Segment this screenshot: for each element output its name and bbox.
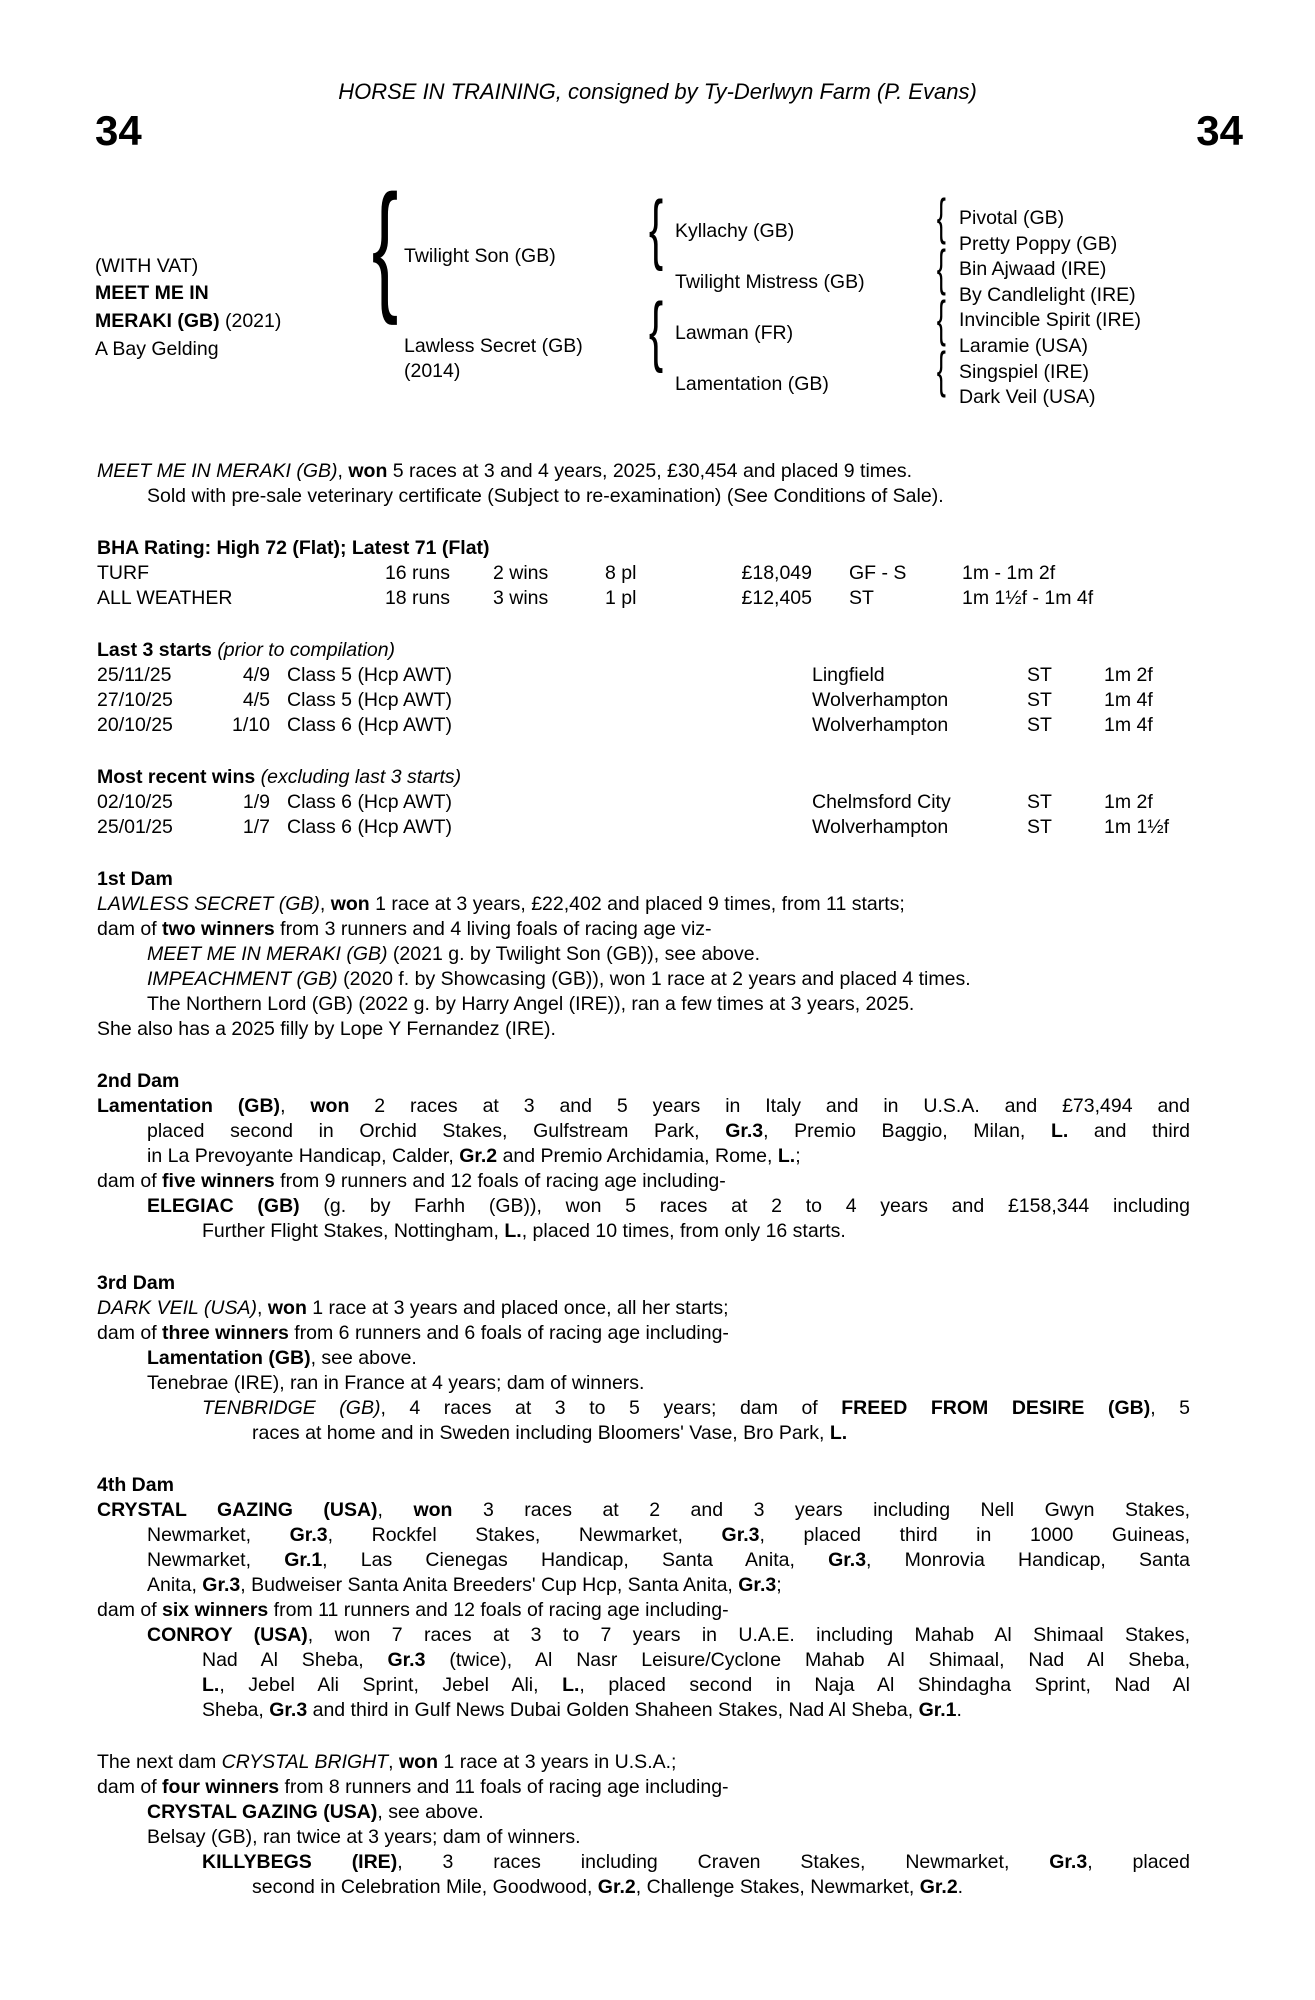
lot-number-right: 34 [1196, 107, 1243, 154]
text-run: 2nd Dam [97, 1070, 180, 1092]
text-line [147, 967, 1197, 992]
text-run: and third in Gulf News Dubai Golden Shaheen Stakes, Nad Al Sheba, [307, 1699, 919, 1721]
text-run: Gr.3 [721, 1524, 760, 1546]
text-run: (2021 g. by Twilight Son (GB)), see above. [387, 943, 761, 965]
text-run: six winners [162, 1599, 269, 1621]
record-cell: Wolverhampton [812, 816, 949, 838]
text-line [97, 1271, 1197, 1296]
text-run: Most recent wins [97, 766, 256, 788]
text-line [147, 1371, 1197, 1396]
text-line [97, 1750, 1197, 1775]
record-cell: 1m 4f [1104, 714, 1153, 736]
text-run: , [257, 1297, 268, 1319]
text-run: dam of [97, 1170, 163, 1192]
text-run: The next dam [97, 1751, 222, 1773]
text-line [202, 1648, 1190, 1673]
record-cell: Class 5 (Hcp AWT) [287, 689, 453, 711]
text-run: , Premio Baggio, Milan, [763, 1120, 1051, 1142]
sire-name: Twilight Son (GB) [404, 245, 556, 267]
record-cell: 1m 2f [1104, 664, 1153, 686]
text-run: Lamentation (GB) [97, 1095, 281, 1117]
text-run: The Northern Lord (GB) (2022 g. by Harry Angel (IRE)), ran a few times at 3 years, 2025. [147, 993, 915, 1015]
body-text [97, 459, 1197, 1900]
text-line [97, 1296, 1197, 1321]
horse-description: A Bay Gelding [95, 338, 219, 360]
record-cell: GF - S [849, 562, 907, 584]
pedigree-table [95, 205, 1310, 420]
record-cell: 1m 2f [1104, 791, 1153, 813]
text-run: MEET ME IN MERAKI (GB) [147, 943, 388, 965]
text-run: FREED FROM DESIRE (GB) [841, 1397, 1151, 1419]
bha-rating-title [97, 536, 1197, 561]
record-cell: 1/10 [232, 714, 270, 736]
text-run: , [337, 460, 349, 482]
text-run: Gr.3 [828, 1549, 867, 1571]
text-line [147, 484, 1197, 509]
with-vat-note: (WITH VAT) [95, 255, 199, 277]
text-run: Gr.3 [269, 1699, 308, 1721]
text-run: won [310, 1095, 350, 1117]
record-cell: 16 runs [384, 562, 450, 584]
record-cell: 27/10/25 [97, 689, 173, 711]
record-cell: Class 6 (Hcp AWT) [287, 791, 453, 813]
text-run: , see above. [377, 1801, 484, 1823]
text-run: Newmarket, [147, 1549, 285, 1571]
text-line [147, 1144, 1197, 1169]
text-run: , Jebel Ali Sprint, Jebel Ali, [219, 1674, 563, 1696]
text-line [252, 1421, 1197, 1446]
text-run: L. [829, 1422, 848, 1444]
recent-wins-table [97, 790, 1197, 840]
text-run: , 5 [1150, 1397, 1190, 1419]
text-run: 3 races at 2 and 3 years including Nell Gwyn Stakes, [452, 1499, 1190, 1521]
text-run: and Premio Archidamia, Rome, [497, 1145, 778, 1167]
text-run: . [957, 1876, 964, 1898]
great-grandparent-7: Dark Veil (USA) [959, 386, 1096, 408]
text-run: Anita, [147, 1574, 203, 1596]
text-run: KILLYBEGS (IRE) [202, 1851, 398, 1873]
record-cell: Lingfield [812, 664, 885, 686]
record-cell: ALL WEATHER [97, 587, 233, 609]
text-run: , Rockfel Stakes, Newmarket, [327, 1524, 722, 1546]
text-run: , placed [1087, 1851, 1190, 1873]
great-grandparent-4: Invincible Spirit (IRE) [959, 309, 1142, 331]
text-run: L. [202, 1674, 220, 1696]
record-row [97, 688, 1197, 713]
text-line [147, 1800, 1197, 1825]
record-cell: Class 6 (Hcp AWT) [287, 714, 453, 736]
great-grandparent-0: Pivotal (GB) [959, 207, 1065, 229]
record-cell: 1m 4f [1104, 689, 1153, 711]
text-run: Newmarket, [147, 1524, 290, 1546]
record-cell: 1 pl [605, 587, 637, 609]
text-run: , [377, 1499, 414, 1521]
text-line [97, 1069, 1197, 1094]
text-line [147, 1523, 1190, 1548]
record-cell: 8 pl [605, 562, 637, 584]
record-row [97, 815, 1197, 840]
text-run: won [348, 460, 388, 482]
text-run: Tenebrae (IRE), ran in France at 4 years; dam of winners. [147, 1372, 645, 1394]
text-run: Gr.3 [1049, 1851, 1088, 1873]
text-run: (g. by Farhh (GB)), won 5 races at 2 to 4 years and £158,344 including [299, 1195, 1190, 1217]
text-line [97, 1321, 1197, 1346]
text-run: (prior to compilation) [217, 639, 396, 661]
text-run: , won 7 races at 3 to 7 years in U.A.E. including Mahab Al Shimaal Stakes, [307, 1624, 1190, 1646]
record-cell: 3 wins [493, 587, 549, 609]
text-run: 4th Dam [97, 1474, 174, 1496]
text-run: DARK VEIL (USA) [97, 1297, 258, 1319]
text-line [202, 1698, 1197, 1723]
record-cell: 1m 1½f - 1m 4f [962, 587, 1094, 609]
record-row [97, 790, 1197, 815]
lot-number-left: 34 [95, 107, 142, 154]
text-run: (excluding last 3 starts) [260, 766, 462, 788]
text-line [147, 1346, 1197, 1371]
text-line [97, 1017, 1197, 1042]
text-run: Gr.3 [725, 1120, 764, 1142]
pedigree-brace-main [372, 235, 398, 257]
text-run: , Las Cienegas Handicap, Santa Anita, [322, 1549, 829, 1571]
record-cell: TURF [97, 562, 149, 584]
text-run: 5 races at 3 and 4 years, 2025, £30,454 and placed 9 times. [387, 460, 913, 482]
record-cell: Wolverhampton [812, 689, 949, 711]
record-cell: Class 5 (Hcp AWT) [287, 664, 453, 686]
text-run: won [330, 893, 370, 915]
record-cell: 18 runs [384, 587, 450, 609]
text-line [147, 1623, 1190, 1648]
horse-name: MERAKI (GB) [95, 310, 220, 332]
pedigree-brace-g2-2 [937, 308, 946, 330]
text-run: ; [776, 1574, 782, 1596]
text-run: L. [1050, 1120, 1069, 1142]
text-line [202, 1850, 1190, 1875]
text-run: from 3 runners and 4 living foals of racing age viz- [274, 918, 712, 940]
pedigree-brace-g2-0 [937, 206, 946, 228]
pedigree-brace-g2-3 [937, 359, 946, 381]
record-cell: 25/11/25 [97, 664, 172, 686]
text-run: Gr.1 [284, 1549, 323, 1571]
record-cell: 20/10/25 [97, 714, 173, 736]
text-line [147, 1825, 1197, 1850]
text-run: ELEGIAC (GB) [147, 1195, 300, 1217]
text-run: Gr.3 [738, 1574, 777, 1596]
text-run: from 11 runners and 12 foals of racing age including- [268, 1599, 729, 1621]
record-cell: £12,405 [741, 587, 812, 609]
text-run: 1 race at 3 years, £22,402 and placed 9 times, from 11 starts; [369, 893, 905, 915]
record-cell: 1m - 1m 2f [962, 562, 1056, 584]
text-run: BHA Rating: High 72 (Flat); Latest 71 (Flat) [97, 537, 490, 559]
text-run: , Monrovia Handicap, Santa [866, 1549, 1190, 1571]
text-run: Gr.3 [202, 1574, 241, 1596]
text-run: Last 3 starts [97, 639, 212, 661]
text-run: dam of [97, 1322, 163, 1344]
dam-name: Lawless Secret (GB) [404, 335, 583, 357]
granddam-1: Twilight Mistress (GB) [675, 271, 865, 293]
text-run: Gr.2 [597, 1876, 636, 1898]
text-run: , Challenge Stakes, Newmarket, [635, 1876, 920, 1898]
text-run: CRYSTAL BRIGHT [221, 1751, 389, 1773]
dam-year: (2014) [404, 360, 461, 382]
text-line [202, 1396, 1190, 1421]
great-grandparent-2: Bin Ajwaad (IRE) [959, 258, 1107, 280]
text-run: dam of [97, 1776, 163, 1798]
record-cell: 25/01/25 [97, 816, 173, 838]
horse-year: (2021) [219, 310, 282, 332]
text-run: from 9 runners and 12 foals of racing age including- [274, 1170, 726, 1192]
text-run: 1 race at 3 years in U.S.A.; [438, 1751, 677, 1773]
text-line [97, 1169, 1197, 1194]
grandsire-2: Lawman (FR) [675, 322, 794, 344]
text-run: Nad Al Sheba, [202, 1649, 388, 1671]
record-cell: Class 6 (Hcp AWT) [287, 816, 453, 838]
text-line [97, 765, 1197, 790]
text-run: 1 race at 3 years and placed once, all her starts; [306, 1297, 729, 1319]
text-run: TENBRIDGE (GB) [202, 1397, 381, 1419]
text-run: Gr.2 [459, 1145, 498, 1167]
record-cell: Wolverhampton [812, 714, 949, 736]
record-cell: 4/9 [242, 664, 270, 686]
text-run: second in Celebration Mile, Goodwood, [252, 1876, 598, 1898]
text-run: CRYSTAL GAZING (USA) [147, 1801, 378, 1823]
record-cell: ST [1027, 714, 1052, 736]
record-cell: 1/7 [242, 816, 270, 838]
text-run: . [956, 1699, 962, 1721]
record-cell: ST [1027, 791, 1052, 813]
record-cell: ST [849, 587, 874, 609]
text-run: dam of [97, 918, 163, 940]
text-run: and third [1068, 1120, 1190, 1142]
record-cell: ST [1027, 689, 1052, 711]
pedigree-brace-g2-1 [937, 257, 946, 279]
horse-name-line2 [95, 310, 281, 332]
text-run: Sheba, [202, 1699, 270, 1721]
text-run: IMPEACHMENT (GB) [147, 968, 338, 990]
text-line [97, 536, 1197, 561]
text-line [202, 1673, 1190, 1698]
text-run: in La Prevoyante Handicap, Calder, [147, 1145, 460, 1167]
text-run: (twice), Al Nasr Leisure/Cyclone Mahab Al Shimaal, Nad Al Sheba, [425, 1649, 1190, 1671]
horse-name-line1: MEET ME IN [95, 282, 209, 304]
record-cell: 1/9 [242, 791, 270, 813]
text-run: , placed second in Naja Al Shindagha Sprint, Nad Al [579, 1674, 1190, 1696]
record-cell: 02/10/25 [97, 791, 173, 813]
record-cell: 2 wins [493, 562, 549, 584]
text-line [97, 1598, 1197, 1623]
dam-sections [97, 867, 1197, 1900]
text-line [97, 917, 1197, 942]
text-line [147, 942, 1197, 967]
text-run: L. [504, 1220, 522, 1242]
great-grandparent-1: Pretty Poppy (GB) [959, 233, 1118, 255]
text-run: , Budweiser Santa Anita Breeders' Cup Hcp, Santa Anita, [240, 1574, 739, 1596]
text-run: CONROY (USA) [147, 1624, 308, 1646]
text-run: She also has a 2025 filly by Lope Y Fernandez (IRE). [97, 1018, 556, 1040]
record-cell: Chelmsford City [812, 791, 951, 813]
text-run: , [388, 1751, 400, 1773]
record-cell: ST [1027, 664, 1052, 686]
text-run: , [280, 1095, 311, 1117]
text-run: Gr.3 [289, 1524, 328, 1546]
text-line [252, 1875, 1197, 1900]
page-header: HORSE IN TRAINING, consigned by Ty-Derlwyn Farm (P. Evans) [338, 79, 977, 104]
text-run: Belsay (GB), ran twice at 3 years; dam of winners. [147, 1826, 581, 1848]
pedigree-brace-sire [649, 217, 663, 239]
text-run: , see above. [310, 1347, 417, 1369]
text-run: , placed 10 times, from only 16 starts. [521, 1220, 846, 1242]
great-grandparent-6: Singspiel (IRE) [959, 361, 1090, 383]
text-run: Further Flight Stakes, Nottingham, [202, 1220, 505, 1242]
text-line [97, 1473, 1197, 1498]
text-run: placed second in Orchid Stakes, Gulfstream Park, [147, 1120, 726, 1142]
record-cell: £18,049 [741, 562, 812, 584]
text-run: , [319, 893, 331, 915]
granddam-2: Lamentation (GB) [675, 373, 829, 395]
text-line [147, 1548, 1190, 1573]
text-run: Lamentation (GB) [147, 1347, 311, 1369]
text-run: Gr.1 [918, 1699, 957, 1721]
text-run: races at home and in Sweden including Bloomers' Vase, Bro Park, [252, 1422, 830, 1444]
record-row [97, 561, 1197, 586]
text-run: , 4 races at 3 to 5 years; dam of [380, 1397, 842, 1419]
record-row [97, 586, 1197, 611]
text-line [97, 1094, 1190, 1119]
great-grandparent-3: By Candlelight (IRE) [959, 284, 1136, 306]
text-run: four winners [162, 1776, 280, 1798]
text-line [147, 1573, 1197, 1598]
text-line [97, 867, 1197, 892]
text-run: won [399, 1751, 439, 1773]
grandsire-1: Kyllachy (GB) [675, 220, 795, 242]
record-cell: 1m 1½f [1104, 816, 1170, 838]
text-run: L. [562, 1674, 580, 1696]
record-cell: ST [1027, 816, 1052, 838]
text-line [97, 1498, 1190, 1523]
text-run: 3rd Dam [97, 1272, 176, 1294]
text-run: 2 races at 3 and 5 years in Italy and in U.S.A. and £73,494 and [349, 1095, 1190, 1117]
text-line [97, 459, 1197, 484]
recent-wins-title [97, 765, 1197, 790]
text-line [97, 892, 1197, 917]
record-row [97, 663, 1197, 688]
text-run: from 8 runners and 11 foals of racing age including- [279, 1776, 729, 1798]
text-run: five winners [162, 1170, 275, 1192]
surface-record-table [97, 561, 1197, 611]
text-line [147, 1119, 1190, 1144]
text-run: ; [795, 1145, 801, 1167]
text-run: Sold with pre-sale veterinary certificate (Subject to re-examination) (See Conditions of Sale). [147, 485, 944, 507]
text-run: CRYSTAL GAZING (USA) [97, 1499, 378, 1521]
text-run: LAWLESS SECRET (GB) [97, 893, 320, 915]
text-run: from 6 runners and 6 foals of racing age including- [288, 1322, 729, 1344]
record-row [97, 713, 1197, 738]
last-starts-title [97, 638, 1197, 663]
text-line [97, 1775, 1197, 1800]
text-run: 1st Dam [97, 868, 173, 890]
text-run: (2020 f. by Showcasing (GB)), won 1 race at 2 years and placed 4 times. [337, 968, 971, 990]
text-run: MEET ME IN MERAKI (GB) [97, 460, 338, 482]
race-summary [97, 459, 1197, 509]
text-run: won [413, 1499, 453, 1521]
text-run: won [267, 1297, 307, 1319]
text-run: Gr.3 [387, 1649, 426, 1671]
text-run: two winners [162, 918, 275, 940]
text-run: three winners [162, 1322, 289, 1344]
text-line [202, 1219, 1197, 1244]
text-run: Gr.2 [919, 1876, 958, 1898]
great-grandparent-5: Laramie (USA) [959, 335, 1088, 357]
text-run: dam of [97, 1599, 163, 1621]
record-cell: 4/5 [242, 689, 270, 711]
text-run: L. [777, 1145, 796, 1167]
text-line [147, 1194, 1190, 1219]
last-starts-table [97, 663, 1197, 738]
text-line [147, 992, 1197, 1017]
text-line [97, 638, 1197, 663]
text-run: , placed third in 1000 Guineas, [759, 1524, 1190, 1546]
pedigree-brace-dam [649, 319, 663, 341]
text-run: , 3 races including Craven Stakes, Newmarket, [397, 1851, 1050, 1873]
